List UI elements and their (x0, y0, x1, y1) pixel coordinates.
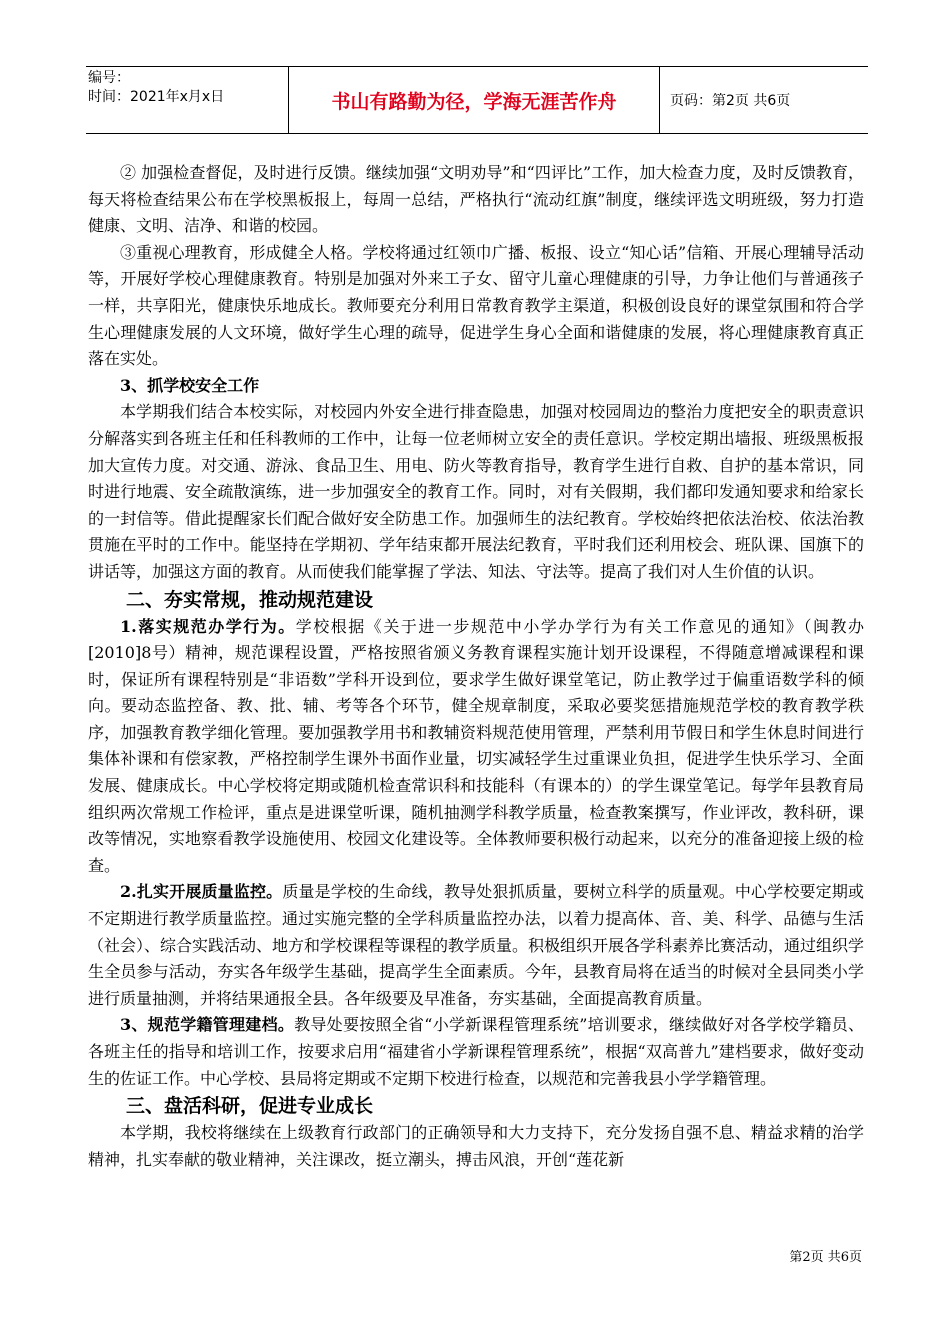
document-body (88, 160, 864, 1173)
time-label: 时间：2021年x月x日 (88, 89, 225, 105)
paragraph-lead: 1.落实规范办学行为。 (120, 616, 296, 636)
paragraph-text: 质量是学校的生命线，教导处狠抓质量，要树立科学的质量观。中心学校要定期或不定期进行教学质量监控。通过实施完整的全学科质量监控办法，以着力提高体、音、美、科学、品德与生活（社会）、综合实践活动、地方和学校课程等课程的教学质量。积极组织开展各学科素养比赛活动，通过组织学生全员参与活动，夯实各年级学生基础，提高学生全面素质。今年，县教育局将在适当的时候对全县同类小学进行质量抽测，并将结果通报全县。各年级要及早准备，夯实基础，全面提高教育质量。 (88, 882, 865, 1008)
paragraph: ② 加强检查督促，及时进行反馈。继续加强“文明劝导”和“四评比”工作，加大检查力度，及时反馈教育，每天将检查结果公布在学校黑板报上，每周一总结，严格执行“流动红旗”制度，继续评选文明班级，努力打造健康、文明、洁净、和谐的校园。 (88, 163, 864, 236)
paragraph (88, 614, 864, 880)
chapter-heading: 三、盘活科研，促进专业成长 (126, 1095, 374, 1118)
paragraph-text: 学校根据《关于进一步规范中小学办学行为有关工作意见的通知》（闽教办[2010]8号）精神，规范课程设置，严格按照省颁义务教育课程实施计划开设课程，不得随意增减课程和课时，保证所有课程特别是“非语数”学科开设到位，要求学生做好课堂笔记，防止教学过于偏重语数学科的倾向。要动态监控备、教、批、辅、考等各个环节，健全规章制度，采取必要奖惩措施规范学校的教育教学秩序，加强教育教学细化管理。要加强教学用书和教辅资料规范使用管理，严禁利用节假日和学生休息时间进行集体补课和有偿家教，严格控制学生课外书面作业量，切实减轻学生过重课业负担，促进学生快乐学习、全面发展、健康成长。中心学校将定期或随机检查常识科和技能科（有课本的）的学生课堂笔记。每学年县教育局组织两次常规工作检评，重点是进课堂听课，随机抽测学科教学质量，检查教案撰写，作业评改，教科研，课改等情况，实地察看教学设施使用、校园文化建设等。全体教师要积极行动起来，以充分的准备迎接上级的检查。 (88, 616, 864, 875)
paragraph-lead: 3、规范学籍管理建档。 (120, 1015, 295, 1035)
paragraph-text: 教导处要按照全省“小学新课程管理系统”培训要求，继续做好对各学校学籍员、各班主任的指导和培训工作，按要求启用“福建省小学新课程管理系统”，根据“双高普九”建档要求，做好变动生的佐证工作。中心学校、县局将定期或不定期下校进行检查，以规范和完善我县小学学籍管理。 (88, 1015, 864, 1088)
paragraph: 本学期我们结合本校实际，对校园内外安全进行排查隐患，加强对校园周边的整治力度把安全的职责意识分解落实到各班主任和任科教师的工作中，让每一位老师树立安全的责任意识。学校定期出墙报、班级黑板报加大宣传力度。对交通、游泳、食品卫生、用电、防火等教育指导，教育学生进行自救、自护的基本常识，同时进行地震、安全疏散演练，进一步加强安全的教育工作。同时，对有关假期，我们都印发通知要求和给家长的一封信等。借此提醒家长们配合做好安全防患工作。加强师生的法纪教育。学校始终把依法治校、依法治教贯施在平时的工作中。能坚持在学期初、学年结束都开展法纪教育，平时我们还利用校会、班队课、国旗下的讲话等，加强这方面的教育。从而使我们能掌握了学法、知法、守法等。提高了我们对人生价值的认识。 (88, 402, 864, 581)
page-header (86, 66, 868, 134)
paragraph: 本学期，我校将继续在上级教育行政部门的正确领导和大力支持下，充分发扬自强不息、精益求精的治学精神，扎实奉献的敬业精神，关注课改，挺立潮头，搏击风浪，开创“莲花新 (88, 1123, 864, 1169)
code-label: 编号： (88, 70, 130, 86)
header-page-label: 页码：第2页 共6页 (670, 93, 791, 109)
paragraph-lead: 2.扎实开展质量监控。 (120, 882, 283, 902)
page-footer: 第2页 共6页 (789, 1250, 862, 1265)
paragraph (88, 879, 864, 1012)
header-meta (86, 67, 289, 133)
header-motto: 书山有路勤为径，学海无涯苦作舟 (289, 67, 660, 133)
paragraph (88, 1012, 864, 1092)
chapter-heading: 二、夯实常规，推动规范建设 (126, 588, 374, 611)
section-heading: 3、抓学校安全工作 (120, 375, 260, 395)
paragraph: ③重视心理教育，形成健全人格。学校将通过红领巾广播、板报、设立“知心话”信箱、开展心理辅导活动等，开展好学校心理健康教育。特别是加强对外来工子女、留守儿童心理健康的引导，力争让他们与普通孩子一样，共享阳光，健康快乐地成长。教师要充分利用日常教育教学主渠道，积极创设良好的课堂氛围和符合学生心理健康发展的人文环境，做好学生心理的疏导，促进学生身心全面和谐健康的发展，将心理健康教育真正落在实处。 (88, 242, 864, 369)
